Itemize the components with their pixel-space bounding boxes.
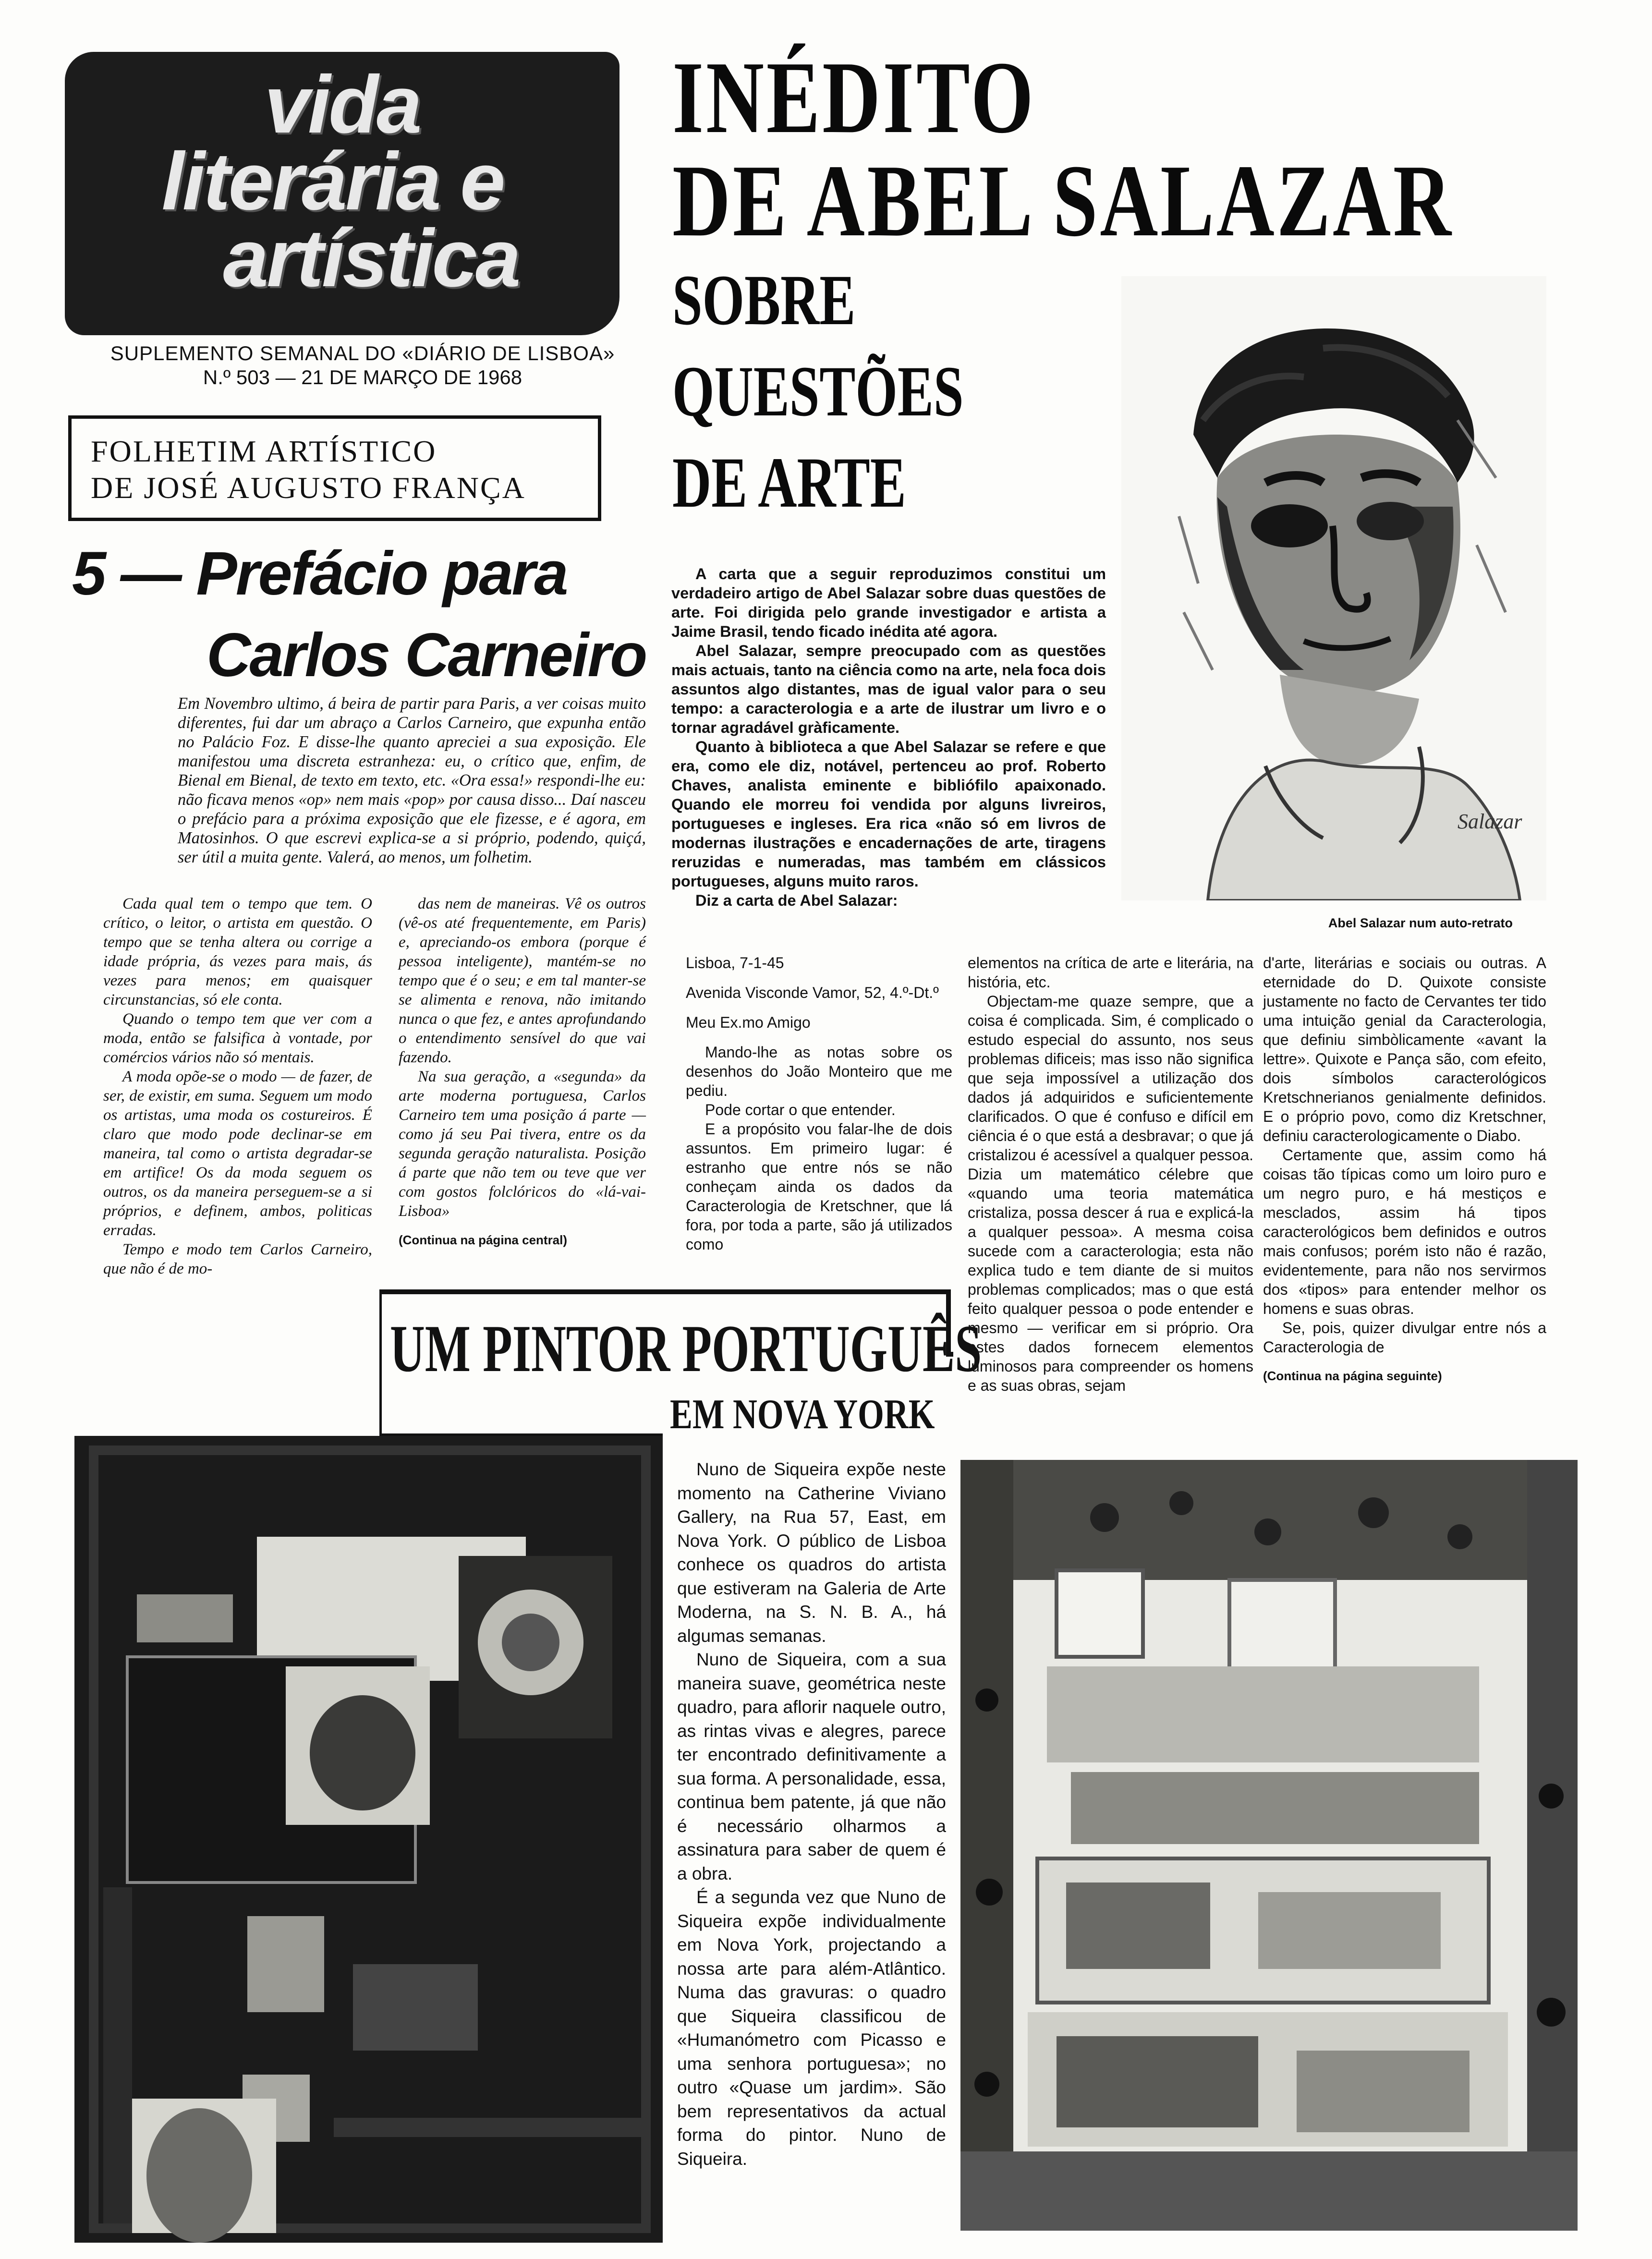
pintor-headline: UM PINTOR PORTUGUÊS [390,1312,982,1386]
continued-note: (Continua na página central) [399,1233,568,1247]
paragraph: elementos na crítica de arte e literária, na história, etc. [968,954,1253,991]
paragraph: Diz a carta de Abel Salazar: [695,892,898,909]
paragraph: d'arte, literárias e sociais ou outras. A eternidade do D. Quixote consiste justamente no facto de Cervantes ter tido uma intuição genial da Caracterologia, que definiu simbòlicamente «avant la lettre». Quixote e Pança são, com efeito, dois símbolos caracterológicos Kretschnerianos genialmente definidos. E o próprio povo, como diz Kretschner, definiu caracterologicamente o Diabo. [1263,954,1546,1144]
masthead-line-1: vida [264,59,420,150]
self-portrait-image [1121,276,1546,900]
paragraph: Nuno de Siqueira, com a sua maneira suave, geométrica neste quadro, para aflorir naquele outro, as rintas vivas e alegres, parece ter encontrado definitivamente a sua forma. A personalidade, essa, continua bem patente, já que não é necessário olharmos a assinatura para saber de quem é a obra. [677,1650,946,1883]
abel-headline-line-2: DE ABEL SALAZAR [672,143,1454,258]
abel-headline-line-3: SOBRE [672,260,856,340]
painting-humanometro-image [74,1436,663,2243]
prefacio-intro: Em Novembro ultimo, á beira de partir para Paris, a ver coisas muito diferentes, fui dar um abraço a Carlos Carneiro, que expunha então no Palácio Foz. E disse-lhe quanto apreciei a sua exposição. Ele manifestou uma discreta estranheza: eu, o crítico que, enfim, de Bienal em Bienal, de texto em texto, etc. «Ora essa!» respondi-lhe eu: não ficava menos «op» nem mais «pop» por causa disso... Daí nasceu o prefácio para a próxima exposição que ele fizesse, e é agora, em Matosinhos. O que escrevi explica-se a si próprio, podendo, quiçá, ser útil a muita gente. Valerá, ao menos, um folhetim. [178,694,646,866]
letter-salutation: Meu Ex.mo Amigo [686,1014,811,1031]
portrait-signature: Salazar [1458,810,1522,833]
paragraph: das nem de maneiras. Vê os outros (vê-os até frequentemente, em Paris) e, apreciando-os embora (porque é pessoa inteligente), mantém-se no tempo que é o seu; e em tal manter-se se alimenta e renova, não imitando nunca o que fez, e antes aprofundando o entendimento sensível do que vai fazendo. [399,895,646,1066]
prefacio-headline-line-2: Carlos Carneiro [206,621,646,690]
prefacio-headline-line-1: 5 — Prefácio para [72,539,567,608]
prefacio-column-2 [399,894,646,1250]
abel-intro [671,564,1106,910]
letter-address: Avenida Visconde Vamor, 52, 4.º-Dt.º [686,984,939,1001]
letter-column-3 [1263,953,1546,1385]
paragraph: A carta que a seguir reproduzimos constitui um verdadeiro artigo de Abel Salazar sobre duas questões de arte. Foi dirigida pelo grande investigador e artista a Jaime Brasil, tendo ficado inédita até agora. [671,565,1106,640]
abel-headline-line-5: DE ARTE [672,443,906,522]
issue-line: N.º 503 — 21 DE MARÇO DE 1968 [203,366,522,389]
folhetim-line-1: FOLHETIM ARTÍSTICO [91,434,437,468]
painting-quase-um-jardim-image [960,1460,1578,2231]
supplement-title: SUPLEMENTO SEMANAL DO «DIÁRIO DE LISBOA» [110,342,615,364]
folhetim-line-2: DE JOSÉ AUGUSTO FRANÇA [91,471,526,505]
prefacio-column-1 [103,894,372,1278]
masthead-logo [65,52,620,335]
letter-column-2 [968,953,1253,1395]
paragraph: Nuno de Siqueira expõe neste momento na Catherine Viviano Gallery, na Rua 57, East, em Nova York. O público de Lisboa conhece os quadros do artista que estiveram na Galeria de Arte Moderna, na S. N. B. A., há algumas semanas. [677,1459,946,1646]
paragraph: Abel Salazar, sempre preocupado com as questões mais actuais, tanto na ciência como na arte, nela foca dois assuntos algo distantes, mas de igual valor para o seu tempo: a caracterologia e a arte de ilustrar um livro e o tornar agradável gràficamente. [671,642,1106,736]
masthead-line-2: literária e [161,136,504,227]
paragraph: Cada qual tem o tempo que tem. O crítico, o leitor, o artista em questão. O tempo que se tenha altera ou corrige a idade própria, ás vezes para mais, ás vezes para menos; em quaisquer circunstancias, só ele conta. [103,895,372,1008]
letter-column-1 [686,953,952,1254]
masthead-line-3: artística [223,213,519,304]
paragraph: Mando-lhe as notas sobre os desenhos do João Monteiro que me pediu. [686,1044,952,1099]
prefacio-headline [72,533,648,696]
pintor-subheadline: EM NOVA YORK [670,1391,935,1438]
paragraph: Se, pois, quizer divulgar entre nós a Caracterologia de [1263,1319,1546,1356]
portrait-caption: Abel Salazar num auto-retrato [1328,916,1513,930]
paragraph: E a propósito vou falar-lhe de dois assuntos. Em primeiro lugar: é estranho que entre nós se não conheçam ainda os dados da Caracterologia de Kretschner, que lá fora, por toda a parte, são já utilizados como [686,1120,952,1253]
paragraph: Certamente que, assim como há coisas tão típicas como um loiro puro e um negro puro, e há mestiços e mesclados, assim há tipos caracterológicos bem definidos e outros mais confusos; porém isto não é razão, evidentemente, para não nos servirmos dos «tipos» para entender melhor os homens e suas obras. [1263,1146,1546,1317]
continued-note: (Continua na página seguinte) [1263,1369,1442,1383]
paragraph: É a segunda vez que Nuno de Siqueira expõe individualmente em Nova York, projectando a nossa arte para além-Atlântico. Numa das gravuras: o quadro que Siqueira classificou de «Humanómetro com Picasso e uma senhora portuguesa»; no outro «Quase um jardim». São bem representativos da actual forma do pintor. Nuno de Siqueira. [677,1887,946,2169]
paragraph: Pode cortar o que entender. [705,1101,896,1118]
paragraph: Quando o tempo tem que ver com a moda, então se falsifica à vontade, por comércios vários não só mentais. [103,1010,372,1066]
abel-headline-line-1: INÉDITO [672,40,1036,155]
paragraph: Tempo e modo tem Carlos Carneiro, que não é de mo- [103,1241,372,1277]
folhetim-box [68,415,601,521]
abel-headline-line-4: QUESTÕES [672,352,964,431]
paragraph: A moda opõe-se o modo — de fazer, de ser, de existir, em suma. Seguem um modo os artistas, uma moda os costureiros. É claro que modo pode declinar-se em maneira, tal como o artista degradar-se em artifice! Os da moda seguem os outros, os da maneira perseguem-se a si próprios, e definem, ambos, politicas erradas. [103,1068,372,1239]
paragraph: Objectam-me quaze sempre, que a coisa é complicada. Sim, é complicado o estudo especial do assunto, nos seus problemas dificeis; mas isso não significa que seja impossível a utilização dos dados já adquiridos e suficientemente clarificados. O que é confuso e difícil em ciência é o que está a desbravar; o que já cristalizou é acessível a qualquer pessoa. Dizia um matemático célebre que «quando uma teoria matemática cristaliza, possa descer á rua e explicá-la a qualquer pessoa». A mesma coisa sucede com a caracterologia; esta não explica tudo e tem diante de si muitos problemas complicados; mas o que está feito qualquer pessoa o pode entender e mesmo — verificar em si próprio. Ora estes dados fornecem elementos luminosos para compreender os homens e as suas obras, sejam [968,993,1253,1394]
letter-place-date: Lisboa, 7-1-45 [686,954,784,972]
paragraph: Quanto à biblioteca a que Abel Salazar se refere e que era, como ele diz, notável, pertenceu ao prof. Roberto Chaves, analista eminente e bibliófilo apaixonado. Quando ele morreu foi vendida por alguns livreiros, portugueses e ingleses. Era rica «não só em livros de modernas ilustrações e encadernações de arte, tiragens reruzidas e numeradas, mas também em clássicos portugueses, alguns muito raros. [671,738,1106,890]
paragraph: Na sua geração, a «segunda» da arte moderna portuguesa, Carlos Carneiro tem uma posição á parte — como já seu Pai tivera, entre os da segunda geração naturalista. Posição á parte que não tem ou teve que ver com gostos folclóricos do «lá-vai-Lisboa» [399,1068,646,1220]
pintor-article-text [677,1457,946,2171]
